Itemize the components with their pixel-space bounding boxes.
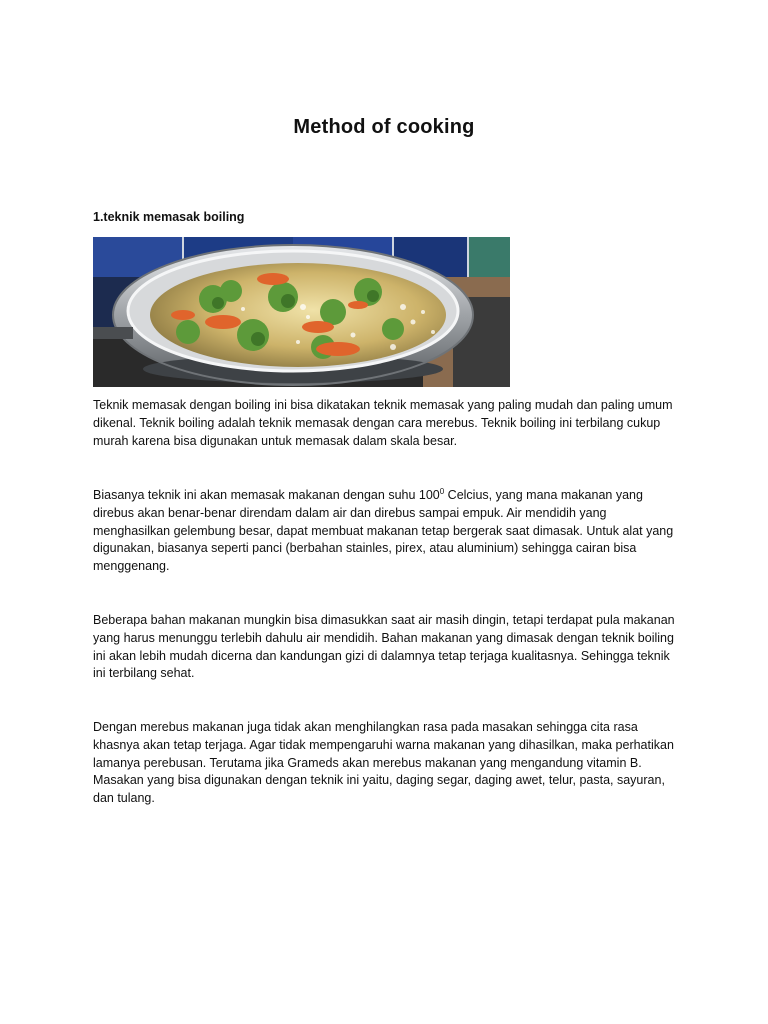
paragraph-2 <box>93 487 683 576</box>
boiling-pot-photo <box>93 237 510 387</box>
page-title: Method of cooking <box>293 116 475 138</box>
paragraph-1: Teknik memasak dengan boiling ini bisa dikatakan teknik memasak yang paling mudah dan paling umum dikenal. Teknik boiling adalah teknik memasak dengan cara merebus. Teknik boiling ini terbilang cukup murah karena bisa digunakan untuk memasak dalam skala besar. <box>93 398 673 448</box>
degree-superscript: 0 <box>439 486 445 496</box>
paragraph-3: Beberapa bahan makanan mungkin bisa dimasukkan saat air masih dingin, tetapi terdapat pula makanan yang harus menunggu terlebih dahulu air mendidih. Bahan makanan yang dimasak dengan teknik boiling ini akan lebih mudah dicerna dan kandungan gizi di dalamnya tetap terjaga kualitasnya. Sehingga teknik ini terbilang sehat. <box>93 613 675 681</box>
paragraph-2-before: Biasanya teknik ini akan memasak makanan dengan suhu 100 <box>93 488 440 502</box>
paragraph-4: Dengan merebus makanan juga tidak akan menghilangkan rasa pada masakan sehingga cita rasa khasnya akan tetap terjaga. Agar tidak mempengaruhi warna makanan yang dihasilkan, maka perhatikan lamanya perebusan. Terutama jika Grameds akan merebus makanan yang mengandung vitamin B. Masakan yang bisa digunakan dengan teknik ini yaitu, daging segar, daging awet, telur, pasta, sayuran, dan tulang. <box>93 720 674 806</box>
section-heading: 1.teknik memasak boiling <box>93 210 245 224</box>
paragraph-2-after: Celcius, yang mana makanan yang direbus akan benar-benar direndam dalam air dan direbus sampai empuk. Air mendidih yang menghasilkan gelembung besar, dapat membuat makanan tetap bergerak saat dimasak. Untuk alat yang digunakan, biasanya seperti panci (berbahan stainles, pirex, atau aluminium) sehingga cairan bisa menggenang. <box>93 488 674 574</box>
